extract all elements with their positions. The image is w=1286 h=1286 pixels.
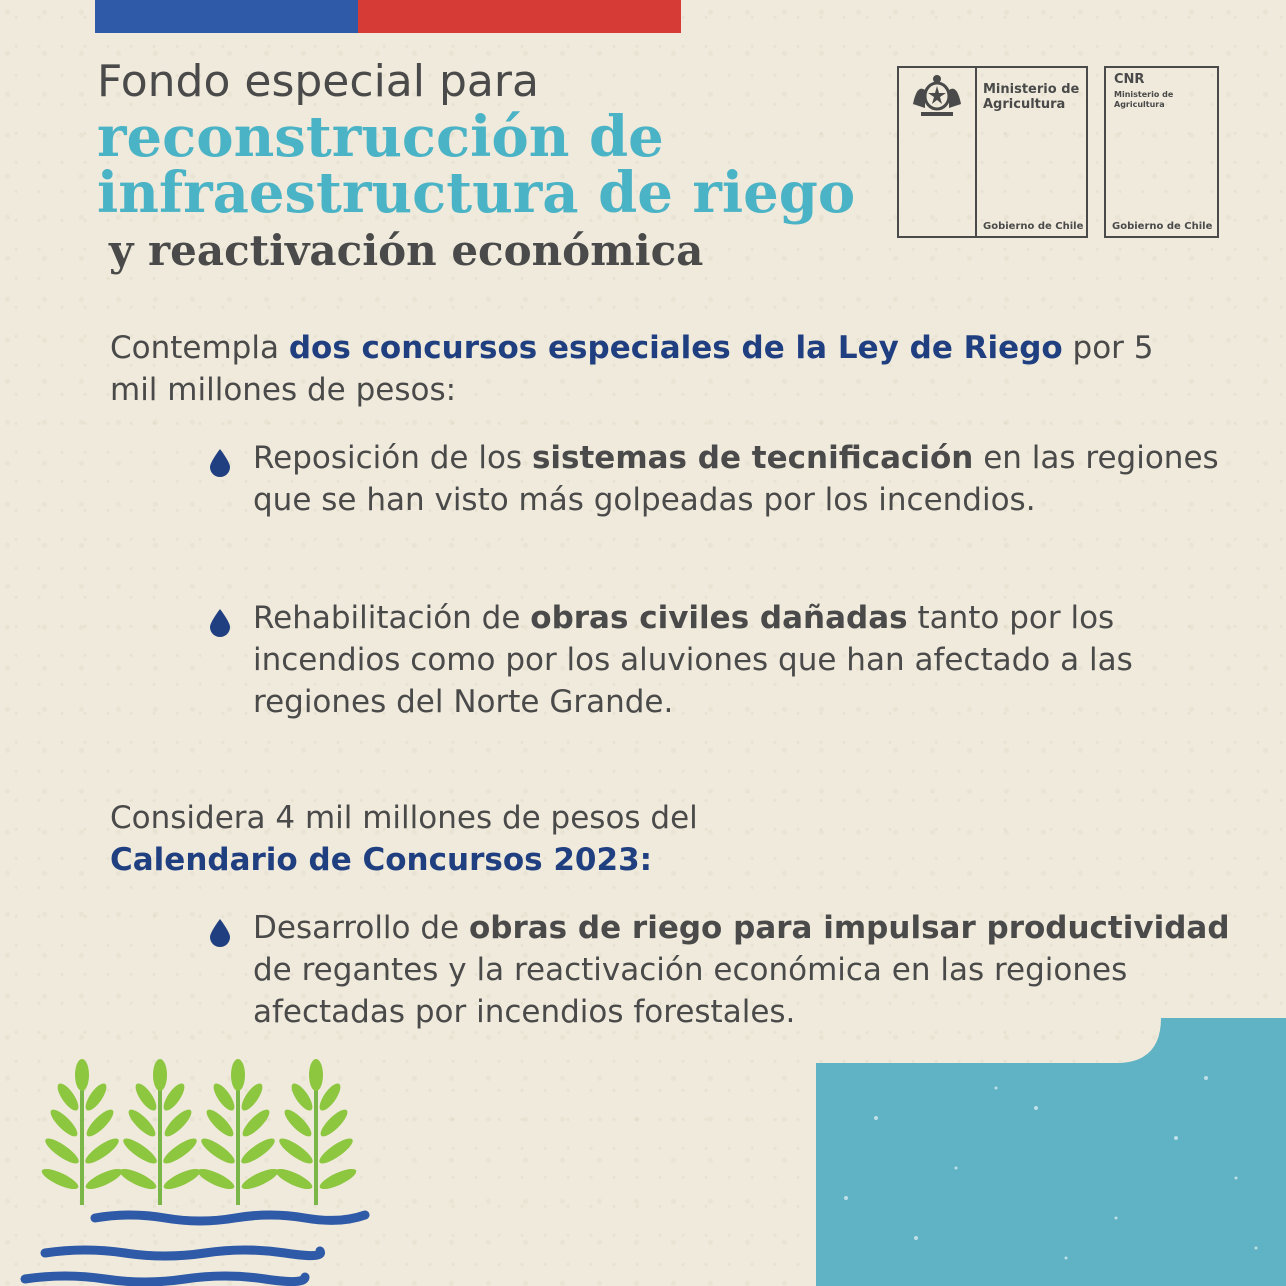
plant-icon	[39, 1059, 124, 1205]
cnr-footer: Gobierno de Chile	[1112, 221, 1213, 232]
title-line-2a: reconstrucción de	[97, 104, 664, 170]
bullet-post: en las regiones que se han visto más golpeadas por los incendios.	[253, 440, 1219, 518]
bullet-bold: obras de riego para impulsar productividad	[468, 910, 1230, 946]
section-2-intro	[110, 797, 1210, 881]
list-item-text	[253, 437, 1267, 521]
water-drop-icon	[207, 917, 233, 947]
bullet-bold: sistemas de tecnificación	[531, 440, 974, 476]
list-item	[207, 597, 1267, 723]
title-line-3: y reactivación económica	[109, 226, 704, 275]
list-item	[207, 437, 1267, 521]
flag-color-bar	[95, 0, 681, 33]
ministerio-footer: Gobierno de Chile	[983, 221, 1084, 232]
section-2-bold: Calendario de Concursos 2023:	[110, 842, 653, 878]
title-line-1: Fondo especial para	[97, 56, 539, 107]
bullet-bold: obras civiles dañadas	[530, 600, 908, 636]
logo-divider	[975, 68, 977, 236]
section-1-intro	[110, 327, 1210, 411]
section-1-bold: dos concursos especiales de la Ley de Riego	[288, 330, 1063, 366]
bullet-pre: Reposición de los	[253, 440, 532, 476]
section-2-pre: Considera 4 mil millones de pesos del	[110, 800, 698, 836]
water-drop-icon	[207, 607, 233, 637]
list-item-text	[253, 597, 1267, 723]
bullet-post: tanto por los incendios como por los aluviones que han afectado a las regiones del Norte Grande.	[253, 600, 1133, 720]
list-item-text	[253, 907, 1267, 1033]
ministerio-agricultura-logo	[897, 66, 1088, 238]
bullet-post: de regantes y la reactivación económica en las regiones afectadas por incendios forestales.	[253, 952, 1128, 1030]
cnr-abbr: CNR	[1114, 72, 1145, 87]
section-1-post: por 5 mil millones de pesos:	[110, 330, 1154, 408]
ministerio-name: Ministerio de Agricultura	[983, 82, 1080, 112]
water-channel-shape	[816, 1018, 1286, 1286]
flag-blue-segment	[95, 0, 358, 33]
plants-illustration	[20, 1055, 400, 1286]
cnr-logo	[1104, 66, 1219, 238]
list-item	[207, 907, 1267, 1033]
water-drop-icon	[207, 447, 233, 477]
chile-coat-of-arms-icon	[907, 74, 967, 118]
bullet-pre: Rehabilitación de	[253, 600, 531, 636]
page-title	[97, 55, 855, 277]
title-line-2b: infraestructura de riego	[97, 160, 856, 226]
bullet-pre: Desarrollo de	[253, 910, 469, 946]
cnr-subtitle: Ministerio de Agricultura	[1114, 90, 1174, 109]
flag-red-segment	[358, 0, 681, 33]
section-1-pre: Contempla	[110, 330, 289, 366]
